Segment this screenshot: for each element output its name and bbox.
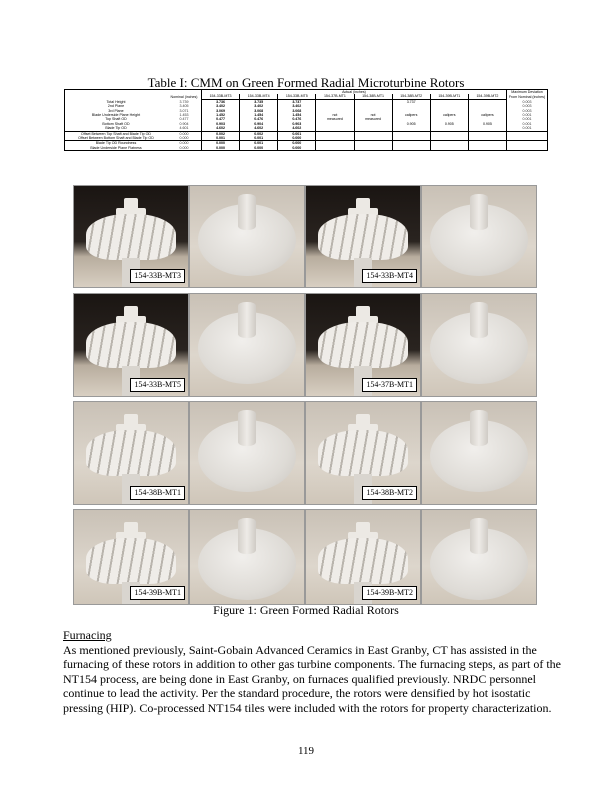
rotor-label: 154-33B-MT5 (130, 378, 185, 392)
actual-value: 4.602 (278, 126, 316, 131)
rotor-blades-icon (86, 214, 176, 260)
row-label-header (65, 90, 168, 100)
actual-value: 0.905 (468, 122, 506, 126)
row-label: Blade Underside Plane Flatness (65, 146, 168, 151)
rotor-side-photo (305, 401, 421, 505)
actual-value: 0.001 (278, 131, 316, 136)
rotor-top-photo (189, 509, 305, 605)
actual-value (430, 146, 468, 151)
table-row (65, 146, 548, 151)
max-dev-value: 0.003 (507, 99, 548, 104)
actual-value: 0.476 (278, 117, 316, 121)
rotor-side-photo (305, 185, 421, 288)
actual-value: 4.602 (202, 126, 240, 131)
rotor-top-photo (421, 185, 537, 288)
page-number: 119 (297, 745, 315, 757)
row-label: 2nd Plane (65, 104, 168, 108)
actual-value: 1.454 (240, 113, 278, 117)
rotor-label: 154-33B-MT4 (362, 269, 417, 283)
max-dev-header: Maximum Deviation From Nominal (inches) (507, 90, 548, 100)
max-dev-value: 0.001 (507, 117, 548, 121)
nominal-value: 3.739 (179, 99, 189, 104)
nominal-value: 3.405 (179, 104, 189, 109)
nominal-value: 0.000 (179, 136, 189, 141)
col-header: 154-38B-MT1 (354, 94, 392, 99)
actual-value: 3.737 (278, 99, 316, 104)
rotor-blades-icon (86, 322, 176, 368)
col-header: 154-38B-MT2 (392, 94, 430, 99)
actual-value: 3.736 (202, 99, 240, 104)
actual-value: 0.904 (240, 122, 278, 126)
rotor-blades-icon (86, 430, 176, 476)
actual-value: 0.000 (202, 146, 240, 151)
rotor-label: 154-33B-MT3 (130, 269, 185, 283)
actual-value: 0.905 (430, 122, 468, 126)
actual-value: 0.000 (278, 136, 316, 141)
nominal-header: Nominal (inches) (167, 90, 202, 100)
rotor-blades-icon (318, 430, 408, 476)
actual-value: 3.068 (278, 109, 316, 113)
row-label: Blade Tip OD Roundness (65, 141, 168, 146)
rotor-label: 154-39B-MT1 (130, 586, 185, 600)
rotor-shaft-icon (238, 194, 256, 230)
nominal-value: 3.071 (179, 108, 189, 113)
actual-value: calipers (468, 113, 506, 117)
actual-value: 0.000 (240, 146, 278, 151)
actual-value: 3.068 (240, 109, 278, 113)
row-label: Offset Between Bottom Shaft and Blade Tip OD (65, 136, 168, 141)
rotor-side-photo (73, 401, 189, 505)
rotor-blades-icon (86, 538, 176, 584)
col-header: 154-39B-MT1 (430, 94, 468, 99)
rotor-side-photo (73, 293, 189, 397)
rotor-blades-icon (318, 538, 408, 584)
actual-value: 0.476 (240, 117, 278, 121)
rotor-top-photo (189, 401, 305, 505)
actual-value: 0.001 (240, 136, 278, 141)
rotor-label: 154-38B-MT1 (130, 486, 185, 500)
max-dev-value: 0.003 (507, 104, 548, 108)
rotor-shaft-icon (470, 302, 488, 338)
section-heading: Furnacing (63, 628, 112, 642)
actual-value: 0.903 (202, 122, 240, 126)
actual-value: calipers (392, 113, 430, 117)
rotor-blades-icon (318, 322, 408, 368)
rotor-top-photo (421, 293, 537, 397)
max-dev-value: 0.001 (507, 122, 548, 126)
rotor-shaft-icon (470, 518, 488, 554)
rotor-shaft-icon (238, 410, 256, 446)
actual-value: 0.002 (202, 131, 240, 136)
rotor-side-photo (305, 293, 421, 397)
nominal-value: 1.453 (179, 113, 189, 118)
actual-value: 3.402 (202, 104, 240, 108)
col-header: 154-33B-MT4 (240, 94, 278, 99)
figure-caption: Figure 1: Green Formed Radial Rotors (213, 603, 399, 617)
actual-value: 0.000 (278, 146, 316, 151)
nominal-value: 0.904 (179, 121, 189, 126)
actual-value (316, 146, 354, 151)
actual-value: measured (354, 117, 392, 121)
actual-value (392, 146, 430, 151)
actual-value: 0.001 (240, 141, 278, 146)
section-paragraph: As mentioned previously, Saint-Gobain Advanced Ceramics in East Granby, CT has assisted in the furnacing of these rotors in addition to other gas turbine components. The furnacing steps, as part of the NT154 process, are being done in East Granby, on furnaces qualified previously. NRDC personnel continue to lead the activity. Per the standard procedure, the rotors were densified by hot isostatic pressing (HIP). Co-processed NT154 tiles were included with the rotors for property characterization. (63, 643, 561, 715)
nominal-value: 0.000 (167, 131, 202, 136)
actual-value: 3.735 (240, 99, 278, 104)
actual-value: 0.000 (202, 141, 240, 146)
nominal-value: 4.601 (179, 126, 189, 131)
rotor-label: 154-38B-MT2 (362, 486, 417, 500)
rotor-top-photo (421, 401, 537, 505)
rotor-top-photo (189, 185, 305, 288)
row-label: 3rd Plane (65, 109, 168, 113)
rotor-shaft-icon (238, 518, 256, 554)
actual-value: measured (316, 117, 354, 121)
actual-value: 0.000 (278, 141, 316, 146)
row-label: Blade Underside Plane Height (65, 113, 168, 117)
max-dev-value: 0.001 (507, 126, 548, 131)
actual-header: Actual (inches) (202, 90, 507, 95)
actual-value: 0.903 (278, 122, 316, 126)
actual-value (468, 146, 506, 151)
actual-value: 1.452 (202, 113, 240, 117)
actual-value: 3.737 (392, 99, 430, 104)
nominal-value: 0.000 (167, 141, 202, 146)
row-label: Offset Between Top Shaft and Blade Tip OD (65, 131, 168, 136)
col-header: 154-37B-MT1 (316, 94, 354, 99)
rotor-label: 154-37B-MT1 (362, 378, 417, 392)
rotor-top-photo (421, 509, 537, 605)
actual-value: 1.454 (278, 113, 316, 117)
max-dev-value (507, 146, 548, 151)
actual-value: not (354, 113, 392, 117)
actual-value: 3.402 (278, 104, 316, 108)
nominal-value: 0.477 (179, 117, 189, 122)
max-dev-value: 0.001 (507, 113, 548, 117)
actual-value: calipers (430, 113, 468, 117)
actual-value: 0.477 (202, 117, 240, 121)
actual-value: 4.602 (240, 126, 278, 131)
rotor-top-photo (189, 293, 305, 397)
rotor-side-photo (73, 185, 189, 288)
rotor-shaft-icon (238, 302, 256, 338)
row-label: Bottom Shaft OD (65, 122, 168, 126)
rotor-shaft-icon (470, 410, 488, 446)
row-label: Blade Tip OD (65, 126, 168, 131)
cmm-table (64, 89, 548, 151)
col-header: 154-39B-MT2 (468, 94, 506, 99)
max-dev-value: 0.003 (507, 109, 548, 113)
actual-value: 3.402 (240, 104, 278, 108)
actual-value: not (316, 113, 354, 117)
rotor-side-photo (73, 509, 189, 605)
actual-value: 0.001 (202, 136, 240, 141)
actual-value: 0.002 (240, 131, 278, 136)
row-label: Top Shaft OD (65, 117, 168, 121)
nominal-value: 0.000 (167, 146, 202, 151)
table-title: Table I: CMM on Green Formed Radial Microturbine Rotors (147, 75, 465, 90)
actual-value: 0.905 (392, 122, 430, 126)
rotor-shaft-icon (470, 194, 488, 230)
row-label: Total Height (65, 99, 168, 104)
actual-value: 3.069 (202, 109, 240, 113)
actual-value (354, 146, 392, 151)
rotor-side-photo (305, 509, 421, 605)
col-header: 154-33B-MT3 (202, 94, 240, 99)
rotor-label: 154-39B-MT2 (362, 586, 417, 600)
rotor-blades-icon (318, 214, 408, 260)
col-header: 154-33B-MT5 (278, 94, 316, 99)
